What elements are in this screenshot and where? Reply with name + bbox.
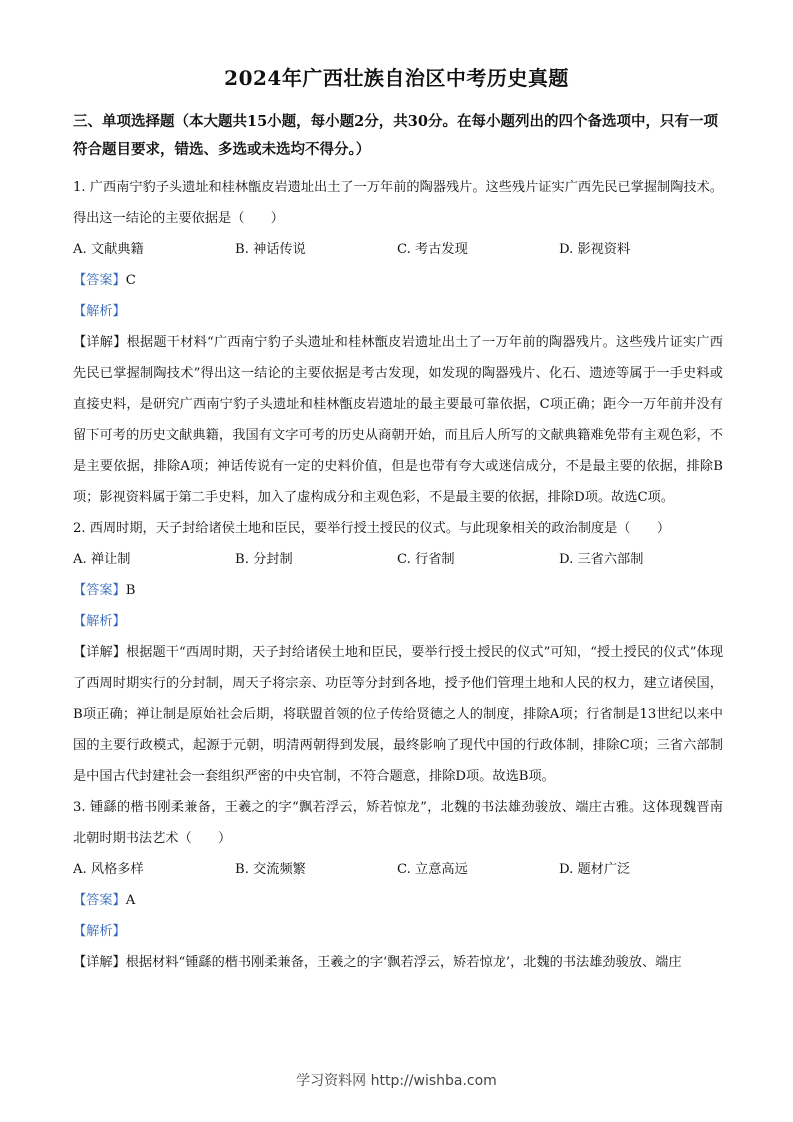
answer-line	[73, 265, 723, 296]
question-stem: 3. 锺繇的楷书刚柔兼备，王羲之的字“飘若浮云，矫若惊龙”，北魏的书法雄劲骏放、端庄古雅。这体现魏晋南北朝时期书法艺术（ ）	[73, 800, 723, 846]
analysis-tag: 【解析】	[73, 614, 126, 629]
option-a: A. 文献典籍	[73, 242, 144, 257]
detail-text: 根据题干“西周时期，天子封给诸侯土地和臣民，要举行授土授民的仪式”可知，“授土授民的仪式”体现了西周时期实行的分封制，周天子将宗亲、功臣等分封到各地，授予他们管理土地和人民的权力，建立诸侯国， B项正确；禅让制是原始社会后期，将联盟首领的位子传给贤德之人的制度，排除A项；行省制是13世纪以来中国的主要行政模式，起源于元朝，明清两朝得到发展，最终影响了现代中国的行政体制，排除C项；三省六部制是中国古代封建社会一套组织严密的中央官制，不符合题意，排除D项。故选B项。	[73, 645, 724, 784]
options-row	[73, 234, 723, 265]
question-1	[73, 172, 723, 513]
option-d: D. 题材广泛	[559, 862, 631, 877]
question-stem: 1. 广西南宁豹子头遗址和桂林甑皮岩遗址出土了一万年前的陶器残片。这些残片证实广西先民已掌握制陶技术。得出这一结论的主要依据是（ ）	[73, 180, 723, 226]
answer-tag: 【答案】	[73, 893, 126, 908]
answer-tag: 【答案】	[73, 583, 126, 598]
option-a: A. 风格多样	[73, 862, 144, 877]
footer-watermark: 学习资料网 http://wishba.com	[296, 1073, 497, 1089]
question-stem: 2. 西周时期，天子封给诸侯土地和臣民，要举行授土授民的仪式。与此现象相关的政治制度是（ ）	[73, 521, 671, 536]
option-b: B. 交流频繁	[235, 862, 306, 877]
analysis-tag: 【解析】	[73, 304, 126, 319]
answer-value: A	[125, 893, 136, 908]
option-c: C. 行省制	[397, 552, 455, 567]
detail-paragraph	[73, 947, 723, 978]
exam-content	[73, 108, 723, 978]
option-b: B. 分封制	[235, 552, 293, 567]
option-d: D. 三省六部制	[559, 552, 644, 567]
question-3	[73, 792, 723, 978]
answer-tag: 【答案】	[73, 273, 126, 288]
options-row	[73, 854, 723, 885]
answer-line	[73, 885, 723, 916]
option-c: C. 考古发现	[397, 242, 468, 257]
detail-paragraph	[73, 327, 723, 513]
page-title: 2024年广西壮族自治区中考历史真题	[224, 66, 569, 90]
answer-line	[73, 575, 723, 606]
analysis-tag: 【解析】	[73, 924, 126, 939]
option-a: A. 禅让制	[73, 552, 131, 567]
answer-value: C	[125, 273, 136, 288]
question-2	[73, 513, 723, 792]
answer-value: B	[125, 583, 136, 598]
options-row	[73, 544, 723, 575]
option-c: C. 立意高远	[397, 862, 468, 877]
detail-tag: 【详解】	[73, 335, 127, 350]
option-b: B. 神话传说	[235, 242, 306, 257]
detail-text: 根据题干材料“广西南宁豹子头遗址和桂林甑皮岩遗址出土了一万年前的陶器残片。这些残片证实广西先民已掌握制陶技术”得出这一结论的主要依据是考古发现，如发现的陶器残片、化石、遗迹等属于一手史料或直接史料，是研究广西南宁豹子头遗址和桂林甑皮岩遗址的最主要最可靠依据，C项正确；距今一万年前并没有留下可考的历史文献典籍，我国有文字可考的历史从商朝开始，而且后人所写的文献典籍难免带有主观色彩，不是主要依据，排除A项；神话传说有一定的史料价值，但是也带有夸大或迷信成分，不是最主要的依据，排除B项；影视资料属于第二手史料，加入了虚构成分和主观色彩，不是最主要的依据，排除D项。故选C项。	[73, 335, 723, 505]
detail-tag: 【详解】	[73, 645, 127, 660]
detail-tag: 【详解】	[73, 955, 126, 970]
detail-text: 根据材料“锺繇的楷书刚柔兼备，王羲之的字‘飘若浮云，矫若惊龙’，北魏的书法雄劲骏放、端庄	[125, 955, 682, 970]
option-d: D. 影视资料	[559, 242, 631, 257]
detail-paragraph	[73, 637, 723, 792]
section-header: 三、单项选择题（本大题共15小题，每小题2分，共30分。在每小题列出的四个备选项中，只有一项符合题目要求，错选、多选或未选均不得分。）	[73, 113, 718, 158]
